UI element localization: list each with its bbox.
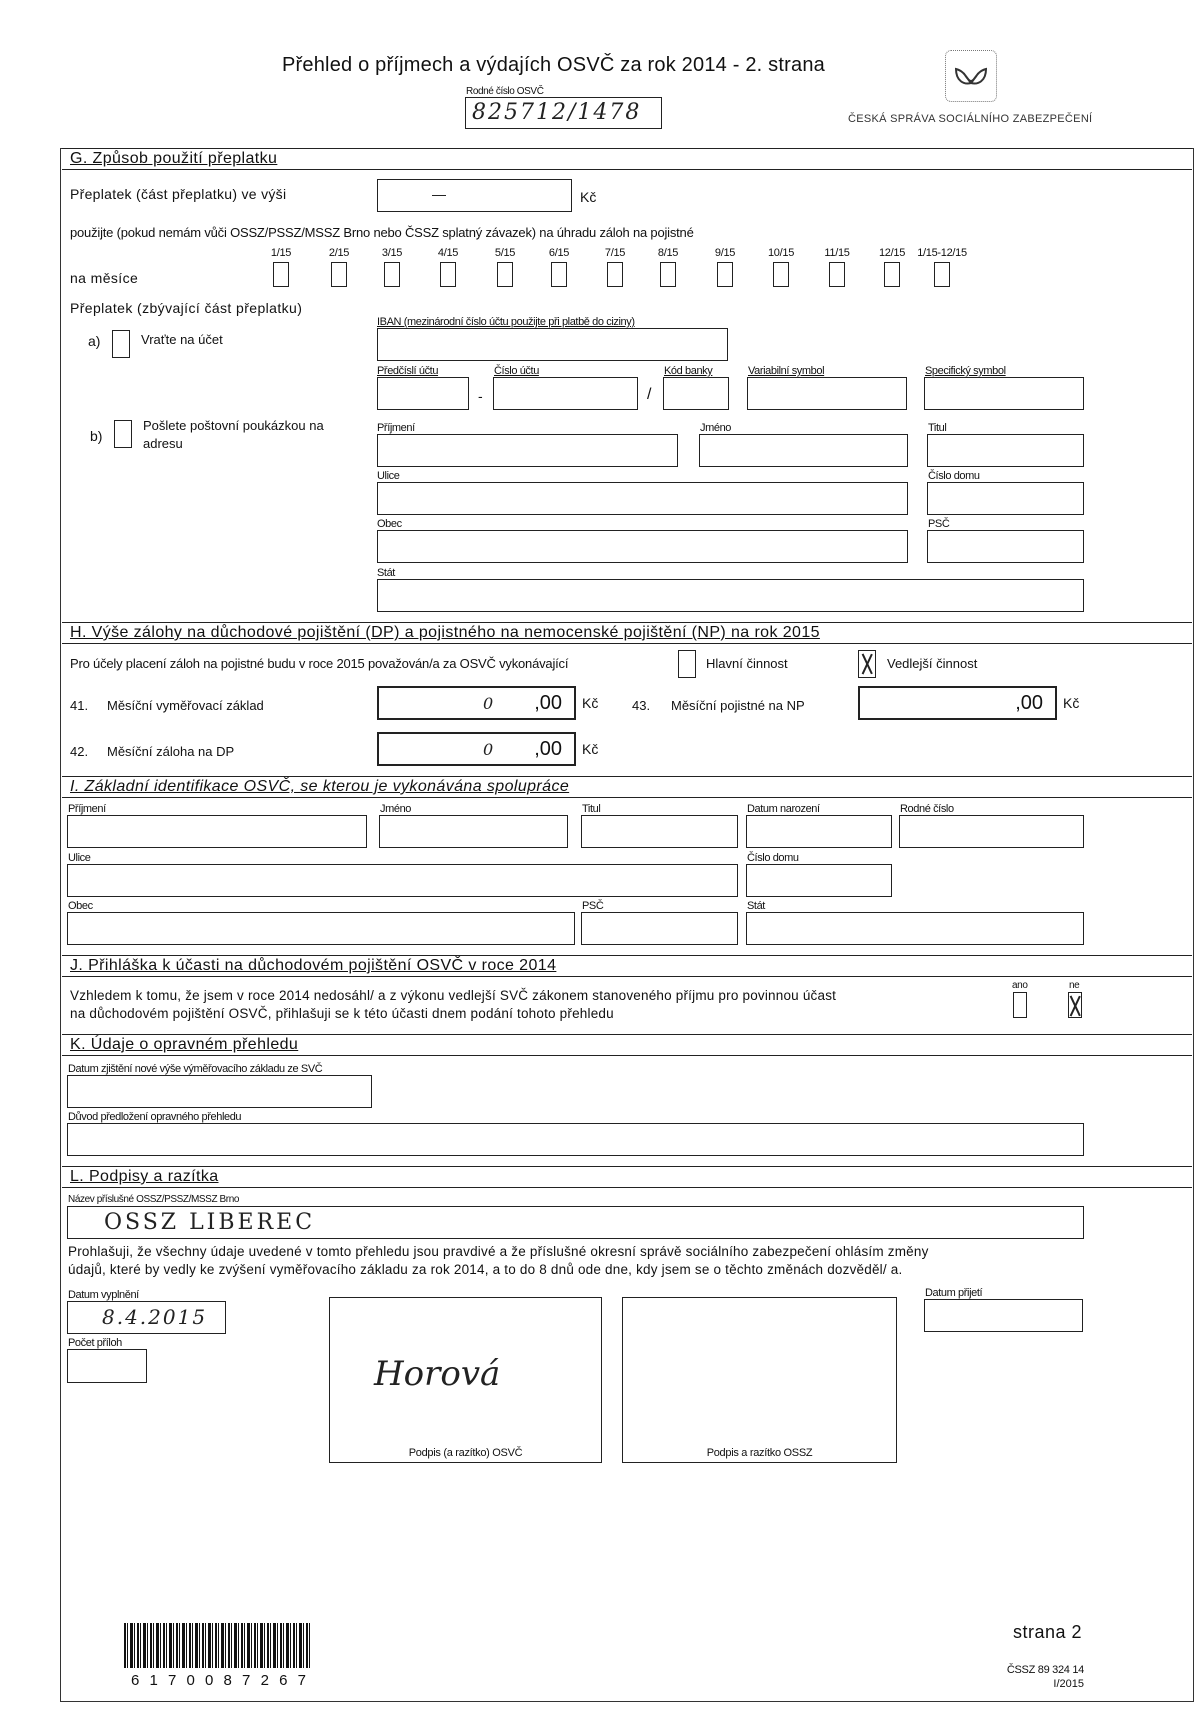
month-label: 5/15 xyxy=(494,247,516,259)
section-k-header: K. Údaje o opravném přehledu xyxy=(62,1034,1192,1056)
l-office-label: Název příslušné OSSZ/PSSZ/MSSZ Brno xyxy=(68,1194,240,1205)
l-fill-date-label: Datum vyplnění xyxy=(68,1289,139,1301)
g-city-field[interactable] xyxy=(377,530,908,563)
account-field[interactable] xyxy=(493,377,638,410)
signature-osvc-label: Podpis (a razítko) OSVČ xyxy=(408,1447,523,1459)
g-country-label: Stát xyxy=(377,567,395,579)
g-surname-field[interactable] xyxy=(377,434,678,467)
k-date-field[interactable] xyxy=(67,1075,372,1108)
row42-value: 0 xyxy=(483,740,494,759)
row43-number: 43. xyxy=(632,698,651,713)
row42-field[interactable] xyxy=(377,732,576,766)
g-city-label: Obec xyxy=(377,518,402,530)
section-g-header: G. Způsob použití přeplatku xyxy=(62,148,1192,170)
month-checkbox[interactable] xyxy=(660,262,676,287)
g-title-field[interactable] xyxy=(927,434,1084,467)
i-street-label: Ulice xyxy=(68,852,91,864)
i-country-label: Stát xyxy=(747,900,765,912)
account-dash: - xyxy=(478,388,483,404)
month-label: 4/15 xyxy=(437,247,459,259)
specific-symbol-label: Specifický symbol xyxy=(925,365,1006,377)
specific-symbol-field[interactable] xyxy=(924,377,1084,410)
signature-osvc-value: Horová xyxy=(374,1354,501,1394)
i-city-label: Obec xyxy=(68,900,93,912)
month-checkbox[interactable] xyxy=(717,262,733,287)
row42-label: Měsíční záloha na DP xyxy=(107,744,235,759)
j-yes-label: ano xyxy=(1012,980,1028,991)
bank-code-label: Kód banky xyxy=(664,365,713,377)
j-text-line-1: Vzhledem k tomu, že jsem v roce 2014 nedosáhl/ a z výkonu vedlejší SVČ zákonem stanoveného příjmu pro povinnou účast xyxy=(70,988,837,1003)
section-i-header: I. Základní identifikace OSVČ, se kterou je vykonávána spolupráce xyxy=(62,776,1192,798)
overpayment-value: — xyxy=(432,186,446,202)
row42-number: 42. xyxy=(70,744,89,759)
form-version: I/2015 xyxy=(1053,1678,1084,1690)
overpayment-currency: Kč xyxy=(580,189,597,205)
option-a-label: Vraťte na účet xyxy=(141,332,223,347)
rc-label: Rodné číslo OSVČ xyxy=(466,86,544,97)
row43-label: Měsíční pojistné na NP xyxy=(671,698,805,713)
i-zip-label: PSČ xyxy=(582,900,604,912)
leaves-icon xyxy=(946,51,996,101)
option-b-checkbox[interactable] xyxy=(114,420,132,448)
g-zip-field[interactable] xyxy=(927,530,1084,563)
i-zip-field[interactable] xyxy=(581,912,738,945)
j-yes-checkbox[interactable] xyxy=(1013,992,1027,1018)
section-j-header: J. Přihláška k účasti na důchodovém pojištění OSVČ v roce 2014 xyxy=(62,955,1192,977)
month-label: 7/15 xyxy=(604,247,626,259)
g-title-label: Titul xyxy=(928,422,947,434)
option-b-label-2: adresu xyxy=(143,436,183,451)
main-activity-checkbox[interactable] xyxy=(678,650,696,678)
month-checkbox[interactable] xyxy=(551,262,567,287)
row43-field[interactable] xyxy=(858,686,1057,720)
row43-currency: Kč xyxy=(1063,695,1080,711)
month-label: 11/15 xyxy=(824,247,850,259)
month-label: 1/15-12/15 xyxy=(917,247,967,259)
i-name-field[interactable] xyxy=(379,815,568,848)
g-street-label: Ulice xyxy=(377,470,400,482)
j-text-line-2: na důchodovém pojištění OSVČ, přihlašuji se k této účasti dnem podání tohoto přehledu xyxy=(70,1006,614,1021)
i-title-label: Titul xyxy=(582,803,601,815)
variable-symbol-label: Variabilní symbol xyxy=(748,365,825,377)
secondary-activity-label: Vedlejší činnost xyxy=(887,656,978,671)
use-text: použijte (pokud nemám vůči OSSZ/PSSZ/MSSZ Brno nebo ČSSZ splatný závazek) na úhradu záloh na pojistné xyxy=(70,225,694,240)
account-label: Číslo účtu xyxy=(494,365,539,377)
row42-decimals: ,00 xyxy=(534,738,562,760)
month-checkbox[interactable] xyxy=(607,262,623,287)
month-checkbox[interactable] xyxy=(884,262,900,287)
month-label: 8/15 xyxy=(657,247,679,259)
signature-osvc-box[interactable] xyxy=(329,1297,602,1463)
month-label: 2/15 xyxy=(328,247,350,259)
option-b-label-1: Pošlete poštovní poukázkou na xyxy=(143,418,324,433)
page-title: Přehled o příjmech a výdajích OSVČ za rok 2014 - 2. strana xyxy=(282,54,825,76)
i-country-field[interactable] xyxy=(746,912,1084,945)
main-activity-label: Hlavní činnost xyxy=(706,656,788,671)
row41-field[interactable] xyxy=(377,686,576,720)
g-name-label: Jméno xyxy=(700,422,732,434)
g-country-field[interactable] xyxy=(377,579,1084,612)
month-checkbox[interactable] xyxy=(384,262,400,287)
month-label: 12/15 xyxy=(878,247,906,259)
g-street-field[interactable] xyxy=(377,482,908,515)
row41-number: 41. xyxy=(70,698,89,713)
row41-label: Měsíční vyměřovací základ xyxy=(107,698,264,713)
k-date-label: Datum zjištění nové výše výměřovacího základu ze SVČ xyxy=(68,1063,323,1075)
i-birth-date-field[interactable] xyxy=(746,815,892,848)
l-receipt-date-label: Datum přijetí xyxy=(925,1287,983,1299)
l-declaration-line-1: Prohlašuji, že všechny údaje uvedené v tomto přehledu jsou pravdivé a že příslušné okresní správě sociálního zabezpečení ohlásím změny xyxy=(68,1244,929,1259)
row42-currency: Kč xyxy=(582,741,599,757)
overpayment-field[interactable] xyxy=(377,179,572,212)
row43-decimals: ,00 xyxy=(1015,692,1043,714)
i-birth-number-label: Rodné číslo xyxy=(900,803,954,815)
month-checkbox[interactable] xyxy=(331,262,347,287)
i-name-label: Jméno xyxy=(380,803,412,815)
l-attachments-label: Počet příloh xyxy=(68,1337,122,1349)
prefix-label: Předčíslí účtu xyxy=(377,365,439,377)
account-slash: / xyxy=(647,386,652,403)
month-checkbox[interactable] xyxy=(273,262,289,287)
l-fill-date-field[interactable] xyxy=(67,1301,226,1334)
i-surname-label: Příjmení xyxy=(68,803,106,815)
option-a-checkbox[interactable] xyxy=(112,330,130,358)
bank-code-field[interactable] xyxy=(663,377,729,410)
activity-intro: Pro účely placení záloh na pojistné budu v roce 2015 považován/a za OSVČ vykonávající xyxy=(70,656,569,671)
j-no-checkbox[interactable] xyxy=(1068,992,1082,1018)
iban-label: IBAN (mezinárodní číslo účtu použijte při platbě do ciziny) xyxy=(377,316,635,328)
cssz-logo-text: ČESKÁ SPRÁVA SOCIÁLNÍHO ZABEZPEČENÍ xyxy=(848,113,1093,125)
i-city-field[interactable] xyxy=(67,912,575,945)
section-h-header: H. Výše zálohy na důchodové pojištění (DP) a pojistného na nemocenské pojištění (NP) na rok 2015 xyxy=(62,622,1192,644)
month-label: 1/15 xyxy=(270,247,292,259)
option-a-letter: a) xyxy=(88,333,101,349)
g-house-number-label: Číslo domu xyxy=(928,470,980,482)
variable-symbol-field[interactable] xyxy=(747,377,907,410)
g-zip-label: PSČ xyxy=(928,518,950,530)
i-house-number-field[interactable] xyxy=(746,864,892,897)
secondary-activity-checkbox[interactable] xyxy=(858,650,876,678)
row41-value: 0 xyxy=(483,694,494,713)
cssz-logo xyxy=(945,50,997,102)
l-office-value: OSSZ LIBEREC xyxy=(104,1210,316,1235)
k-reason-field[interactable] xyxy=(67,1123,1084,1156)
barcode xyxy=(124,1623,310,1668)
signature-ossz-box[interactable] xyxy=(622,1297,897,1463)
g-surname-label: Příjmení xyxy=(377,422,415,434)
months-label: na měsíce xyxy=(70,270,139,286)
month-checkbox[interactable] xyxy=(497,262,513,287)
option-b-letter: b) xyxy=(90,428,103,444)
month-label: 9/15 xyxy=(714,247,736,259)
month-checkbox[interactable] xyxy=(773,262,789,287)
month-checkbox[interactable] xyxy=(829,262,845,287)
i-street-field[interactable] xyxy=(67,864,738,897)
rc-value: 825712/1478 xyxy=(472,100,642,125)
row41-currency: Kč xyxy=(582,695,599,711)
i-birth-date-label: Datum narození xyxy=(747,803,820,815)
j-no-label: ne xyxy=(1069,980,1080,991)
l-office-field[interactable] xyxy=(67,1206,1084,1239)
i-birth-number-field[interactable] xyxy=(899,815,1084,848)
l-receipt-date-field[interactable] xyxy=(924,1299,1083,1332)
prefix-field[interactable] xyxy=(377,377,469,410)
overpayment-label: Přeplatek (část přeplatku) ve výši xyxy=(70,186,287,202)
page-label: strana 2 xyxy=(1013,1622,1083,1642)
l-fill-date-value: 8.4.2015 xyxy=(102,1305,208,1329)
month-label: 10/15 xyxy=(767,247,795,259)
l-declaration-line-2: údajů, které by vedly ke zvýšení vyměřovacího základu za rok 2014, a to do 8 dnů ode dne, kdy jsem se o těchto změnách dozvěděl/ a. xyxy=(68,1262,903,1277)
iban-field[interactable] xyxy=(377,328,728,361)
rc-field[interactable] xyxy=(465,97,662,129)
row41-decimals: ,00 xyxy=(534,692,562,714)
barcode-number: 6 1 7 0 0 8 7 2 6 7 xyxy=(131,1672,309,1689)
k-reason-label: Důvod předložení opravného přehledu xyxy=(68,1111,242,1123)
g-house-number-field[interactable] xyxy=(927,482,1084,515)
remaining-label: Přeplatek (zbývající část přeplatku) xyxy=(70,300,303,316)
i-house-number-label: Číslo domu xyxy=(747,852,799,864)
i-surname-field[interactable] xyxy=(67,815,367,848)
month-checkbox[interactable] xyxy=(934,262,950,287)
month-checkbox[interactable] xyxy=(440,262,456,287)
signature-ossz-label: Podpis a razítko OSSZ xyxy=(706,1447,813,1459)
section-l-header: L. Podpisy a razítka xyxy=(62,1166,1192,1188)
form-code: ČSSZ 89 324 14 xyxy=(1006,1664,1084,1676)
l-attachments-field[interactable] xyxy=(67,1349,147,1383)
g-name-field[interactable] xyxy=(699,434,908,467)
i-title-field[interactable] xyxy=(581,815,738,848)
month-label: 6/15 xyxy=(548,247,570,259)
month-label: 3/15 xyxy=(381,247,403,259)
